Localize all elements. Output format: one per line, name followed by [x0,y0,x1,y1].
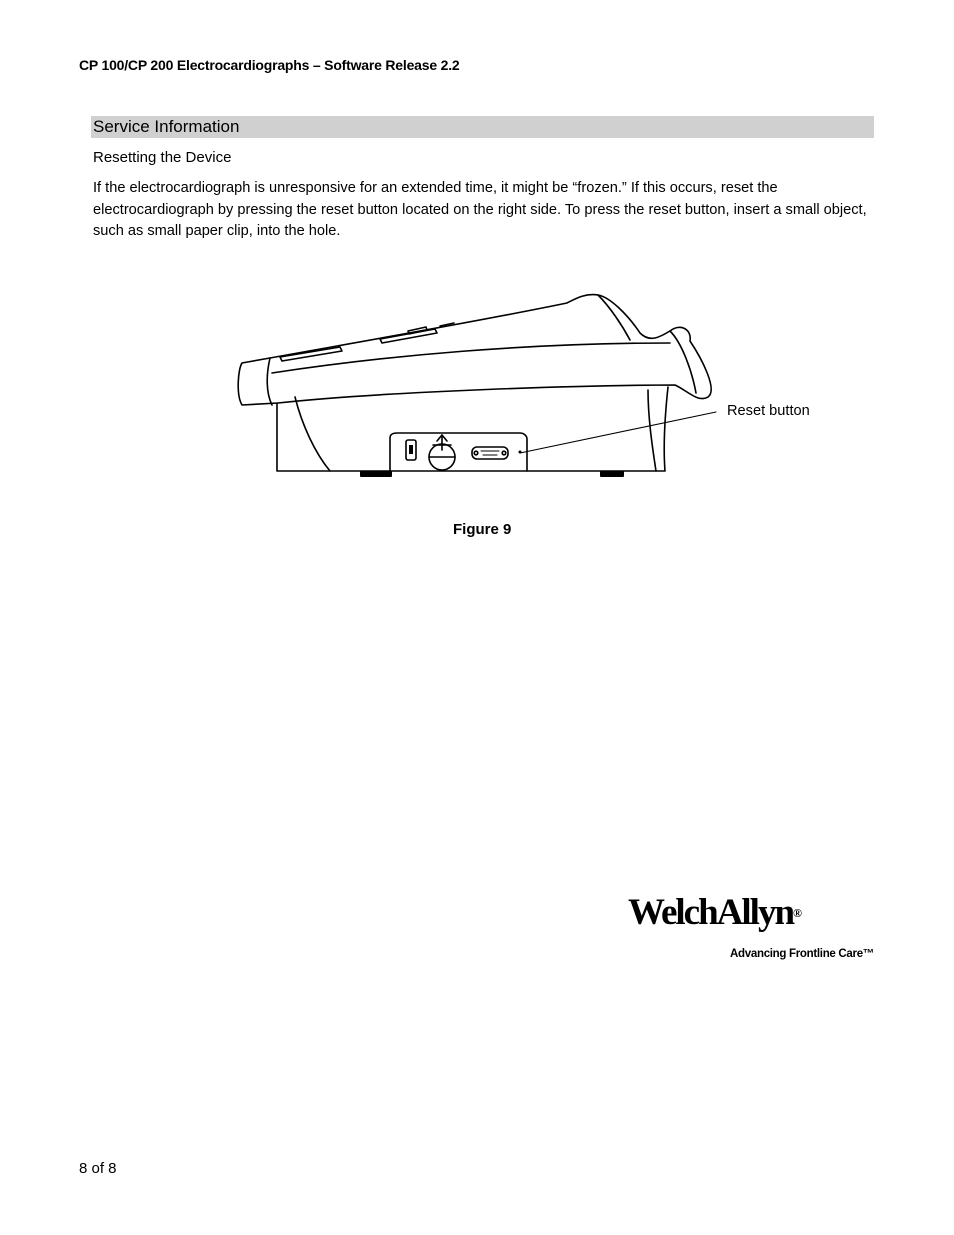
device-side-illustration [230,285,830,490]
section-heading-bar [91,116,874,138]
subsection-title: Resetting the Device [93,149,232,166]
document-header: CP 100/CP 200 Electrocardiographs – Software Release 2.2 [79,57,460,73]
welch-allyn-logo [628,893,878,963]
page-number: 8 of 8 [79,1160,117,1177]
section-title: Service Information [93,117,240,136]
figure-caption: Figure 9 [453,521,512,538]
logo-tagline: Advancing Frontline Care™ [730,948,874,960]
logo-wordmark: WelchAllyn® [628,892,802,933]
reset-button-callout: Reset button [727,403,810,419]
body-paragraph: If the electrocardiograph is unresponsive for an extended time, it might be “frozen.” If this occurs, reset the electrocardiograph by pressing the reset button located on the right side. To press the reset button, insert a small object, such as small paper clip, into the hole. [93,180,867,239]
